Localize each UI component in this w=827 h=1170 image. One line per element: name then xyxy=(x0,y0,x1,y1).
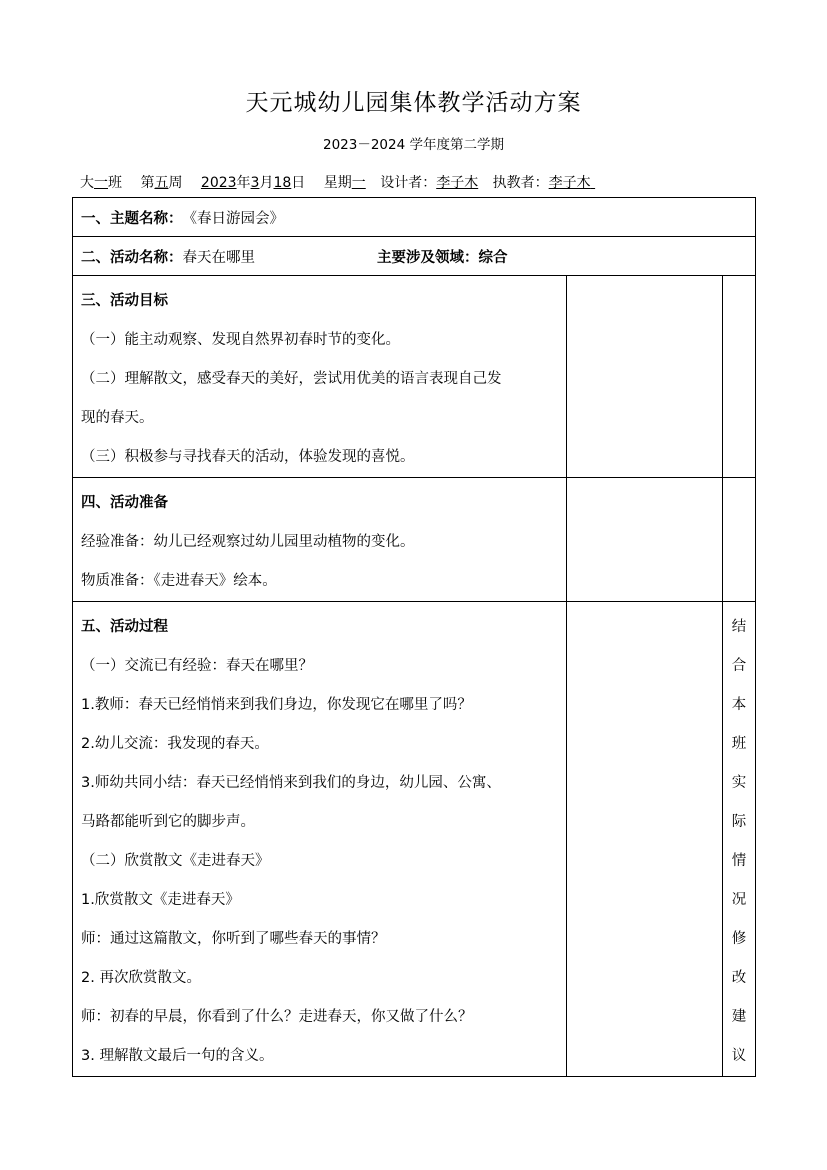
revision-note xyxy=(723,602,755,1076)
process-line: 3. 理解散文最后一句的含义。 xyxy=(81,1048,274,1064)
process-line: （二）欣赏散文《走进春天》 xyxy=(81,853,270,869)
week-suffix: 周 xyxy=(168,175,183,191)
teacher-name: 李子木 xyxy=(548,175,591,191)
revision-char: 情 xyxy=(731,853,747,869)
activity-value: 春天在哪里 xyxy=(182,249,255,266)
process-line: 1.教师：春天已经悄悄来到我们身边，你发现它在哪里了吗？ xyxy=(81,697,472,713)
weekday-prefix: 星期 xyxy=(323,175,352,191)
revision-char: 议 xyxy=(731,1048,747,1064)
revision-char: 本 xyxy=(731,697,747,713)
process-row xyxy=(73,602,756,1077)
revision-char: 班 xyxy=(731,736,747,752)
revision-char: 况 xyxy=(731,892,747,908)
process-line: 2. 再次欣赏散文。 xyxy=(81,970,201,986)
prep-line: 物质准备：《走进春天》绘本。 xyxy=(81,573,277,589)
day-value: 18 xyxy=(273,175,292,191)
goal-line: 现的春天。 xyxy=(81,410,154,426)
week-prefix: 第 xyxy=(140,175,155,191)
prep-heading: 四、活动准备 xyxy=(81,495,168,511)
plan-table xyxy=(72,197,756,1077)
month-label: 月 xyxy=(259,175,274,191)
process-line: 马路都能听到它的脚步声。 xyxy=(81,814,255,830)
class-prefix: 大 xyxy=(80,175,94,191)
theme-row xyxy=(73,198,756,237)
revision-char: 建 xyxy=(731,1009,747,1025)
year-value: 2023 xyxy=(200,175,237,191)
domain-value: 综合 xyxy=(478,249,508,266)
designer-name: 李子木 xyxy=(436,175,479,191)
activity-row xyxy=(73,237,756,276)
goals-section xyxy=(73,276,566,477)
process-line: （一）交流已有经验：春天在哪里？ xyxy=(81,658,313,674)
year-label: 年 xyxy=(236,175,251,191)
header-meta xyxy=(80,172,595,192)
goals-row xyxy=(73,276,756,478)
theme-value: 《春日游园会》 xyxy=(182,210,284,227)
revision-char: 实 xyxy=(731,775,747,791)
process-line: 1.欣赏散文《走进春天》 xyxy=(81,892,240,908)
goal-line: （三）积极参与寻找春天的活动，体验发现的喜悦。 xyxy=(81,449,415,465)
weekday-value: 一 xyxy=(351,175,366,191)
teacher-label: 执教者： xyxy=(492,175,549,191)
prep-row xyxy=(73,478,756,602)
page-title: 天元城幼儿园集体教学活动方案 xyxy=(245,90,582,116)
activity-label: 二、活动名称： xyxy=(81,249,183,266)
goals-heading: 三、活动目标 xyxy=(81,293,168,309)
class-number: 一 xyxy=(94,175,108,191)
theme-label: 一、主题名称： xyxy=(81,210,183,227)
process-line: 师：通过这篇散文，你听到了哪些春天的事情？ xyxy=(81,931,386,947)
week-number: 五 xyxy=(154,175,169,191)
term-subtitle: 2023－2024 学年度第二学期 xyxy=(322,137,504,153)
revision-char: 改 xyxy=(731,970,747,986)
class-suffix: 班 xyxy=(108,175,122,191)
process-section xyxy=(73,602,566,1076)
process-line: 师：初春的早晨，你看到了什么？走进春天，你又做了什么？ xyxy=(81,1009,473,1025)
designer-label: 设计者： xyxy=(380,175,437,191)
day-label: 日 xyxy=(291,175,306,191)
domain-label: 主要涉及领域： xyxy=(377,249,479,266)
process-line: 2.幼儿交流：我发现的春天。 xyxy=(81,736,269,752)
prep-line: 经验准备：幼儿已经观察过幼儿园里动植物的变化。 xyxy=(81,534,415,550)
revision-char: 际 xyxy=(731,814,747,830)
revision-char: 合 xyxy=(731,658,747,674)
goal-line: （一）能主动观察、发现自然界初春时节的变化。 xyxy=(81,332,400,348)
process-heading: 五、活动过程 xyxy=(81,619,168,635)
revision-char: 修 xyxy=(731,931,747,947)
prep-section xyxy=(73,478,566,601)
month-value: 3 xyxy=(250,175,260,191)
process-line: 3.师幼共同小结：春天已经悄悄来到我们的身边，幼儿园、公寓、 xyxy=(81,775,501,791)
revision-char: 结 xyxy=(731,619,747,635)
goal-line: （二）理解散文，感受春天的美好，尝试用优美的语言表现自己发 xyxy=(81,371,502,387)
